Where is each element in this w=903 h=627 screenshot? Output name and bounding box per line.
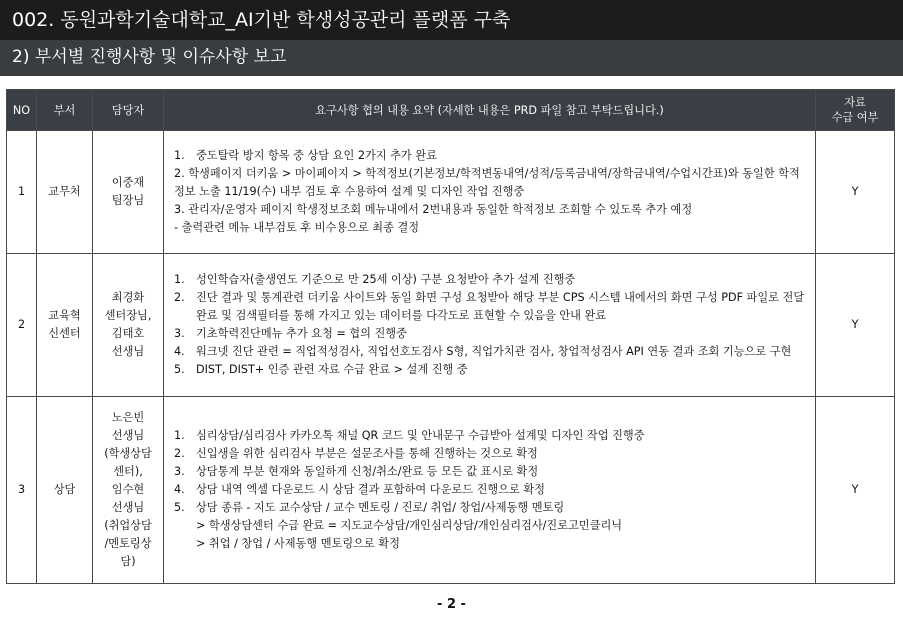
department-cell-line: 교육혁 <box>48 309 81 322</box>
summary-item-text: 3. 관리자/운영자 페이지 학생정보조회 메뉴내에서 2번내용과 동일한 학적정보 조회할 수 있도록 추가 예정 <box>174 203 693 216</box>
department-cell <box>37 131 93 254</box>
department-cell <box>37 254 93 397</box>
summary-item-number: 1. <box>174 149 185 162</box>
summary-item-number: 3. <box>174 327 185 340</box>
manager-cell-line: 센터), <box>113 465 143 478</box>
summary-item-text: 상담 종류 - 지도 교수상담 / 교수 멘토링 / 진로/ 취업/ 창업/사제동행 멘토링 <box>196 501 565 514</box>
column-header-summary: 요구사항 협의 내용 요약 (자세한 내용은 PRD 파일 참고 부탁드립니다.) <box>164 90 816 131</box>
manager-cell-line: 선생님 <box>111 501 145 514</box>
manager-cell-line: 이중재 <box>111 176 145 189</box>
manager-cell-line: 최경화 <box>111 291 145 304</box>
table-row <box>7 397 895 584</box>
department-cell-line: 상담 <box>53 483 76 496</box>
summary-item-text: 워크넷 진단 관련 = 직업적성검사, 직업선호도검사 S형, 직업가치관 검사, 창업적성검사 API 연동 결과 조회 기능으로 구현 <box>196 345 792 358</box>
manager-cell-line: 노은빈 <box>111 411 145 424</box>
summary-item-text: > 학생상담센터 수급 완료 = 지도교수상담/개인심리상담/개인심리검사/진로고민클리닉 <box>196 519 623 532</box>
summary-item <box>174 463 809 481</box>
manager-cell-line: 선생님 <box>111 429 145 442</box>
summary-item <box>174 343 809 361</box>
summary-item-text: 상담 내역 엑셀 다운로드 시 상담 결과 포함하여 다운로드 진행으로 확정 <box>196 483 545 496</box>
summary-item-number: 4. <box>174 345 185 358</box>
document-title: 002. 동원과학기술대학교_AI기반 학생성공관리 플랫폼 구축 <box>12 9 511 31</box>
department-cell-line: 신센터 <box>48 327 81 340</box>
summary-cell <box>164 397 816 584</box>
manager-cell-line: (취업상담 <box>104 519 152 532</box>
column-header-collected-line1: 자료 <box>844 96 866 109</box>
manager-cell-line: /멘토링상 <box>104 537 152 550</box>
column-header-dept: 부서 <box>37 90 93 131</box>
row-number: 3 <box>7 397 37 584</box>
summary-item-text: 상담통계 부분 현재와 동일하게 신청/취소/완료 등 모든 값 표시로 확정 <box>196 465 539 478</box>
summary-item <box>174 289 809 307</box>
row-number: 1 <box>7 131 37 254</box>
table-row <box>7 254 895 397</box>
summary-item <box>174 307 809 325</box>
collected-status: Y <box>816 397 895 584</box>
department-cell-line: 교무처 <box>48 185 81 198</box>
manager-cell <box>93 254 164 397</box>
section-title: 2) 부서별 진행사항 및 이슈사항 보고 <box>12 47 287 67</box>
summary-item <box>174 499 809 517</box>
summary-item-number: 1. <box>174 273 185 286</box>
manager-cell-line: 팀장님 <box>111 194 145 207</box>
summary-item <box>174 445 809 463</box>
summary-item-text: 완료 및 검색필터를 통해 가지고 있는 데이터를 다각도로 표현할 수 있음을 안내 완료 <box>196 309 607 322</box>
collected-status: Y <box>816 131 895 254</box>
summary-item-text: 성인학습자(출생연도 기준으로 만 25세 이상) 구분 요청받아 추가 설계 진행중 <box>196 273 576 286</box>
summary-item <box>174 147 809 165</box>
row-number: 2 <box>7 254 37 397</box>
summary-item <box>174 219 809 237</box>
summary-item <box>174 325 809 343</box>
summary-item-text: 중도탈락 방지 항목 중 상담 요인 2가지 추가 완료 <box>196 149 437 162</box>
summary-item <box>174 481 809 499</box>
summary-item-number: 5. <box>174 363 185 376</box>
summary-item-text: 심리상담/심리검사 카카오톡 채널 QR 코드 및 안내문구 수급받아 설계및 디자인 작업 진행중 <box>196 429 645 442</box>
department-cell <box>37 397 93 584</box>
manager-cell <box>93 131 164 254</box>
column-header-collected-line2: 수급 여부 <box>831 111 879 124</box>
summary-item-text: 기초학력진단메뉴 추가 요청 = 협의 진행중 <box>196 327 407 340</box>
summary-item-number: 4. <box>174 483 185 496</box>
column-header-manager: 담당자 <box>93 90 164 131</box>
manager-cell-line: 센터장님, <box>104 309 152 322</box>
manager-cell-line: 임수현 <box>111 483 145 496</box>
summary-item-text: - 출력관련 메뉴 내부검토 후 비수용으로 최종 결정 <box>174 221 420 234</box>
summary-item-text: 정보 노출 11/19(수) 내부 검토 후 수용하여 설계 및 디자인 작업 진행중 <box>174 185 525 198</box>
summary-item-number: 2. <box>174 447 185 460</box>
collected-status: Y <box>816 254 895 397</box>
table-row <box>7 131 895 254</box>
section-title-bar <box>0 40 903 76</box>
summary-item-number: 5. <box>174 501 185 514</box>
column-header-collected <box>816 90 895 131</box>
summary-item <box>174 361 809 379</box>
summary-cell <box>164 131 816 254</box>
summary-item <box>174 517 809 535</box>
summary-item-number: 2. <box>174 291 185 304</box>
column-header-no: NO <box>7 90 37 131</box>
manager-cell-line: 선생님 <box>111 345 145 358</box>
manager-cell-line: 담) <box>120 555 136 568</box>
summary-item-text: DIST, DIST+ 인증 관련 자료 수급 완료 > 설계 진행 중 <box>196 363 468 376</box>
summary-item <box>174 535 809 553</box>
summary-item-number: 1. <box>174 429 185 442</box>
summary-item-text: 진단 결과 및 통계관련 더키움 사이트와 동일 화면 구성 요청받아 해당 부분 CPS 시스템 내에서의 화면 구성 PDF 파일로 전달 <box>196 291 805 304</box>
summary-item <box>174 165 809 183</box>
summary-item-number: 3. <box>174 465 185 478</box>
manager-cell <box>93 397 164 584</box>
summary-item-text: 신입생을 위한 심리검사 부분은 설문조사를 통해 진행하는 것으로 확정 <box>196 447 538 460</box>
page-number: - 2 - <box>437 597 466 612</box>
summary-item <box>174 201 809 219</box>
document-title-bar <box>0 0 903 40</box>
summary-cell <box>164 254 816 397</box>
manager-cell-line: (학생상담 <box>104 447 152 460</box>
progress-report-table <box>6 89 895 584</box>
summary-item-text: 2. 학생페이지 더키움 > 마이페이지 > 학적정보(기본정보/학적변동내역/성적/등록금내역/장학금내역/수업시간표)와 동일한 학적 <box>174 167 800 180</box>
summary-item-text: > 취업 / 창업 / 사제동행 멘토링으로 확정 <box>196 537 400 550</box>
manager-cell-line: 김태호 <box>111 327 145 340</box>
summary-item <box>174 271 809 289</box>
summary-item <box>174 183 809 201</box>
table-header-row <box>7 90 895 131</box>
summary-item <box>174 427 809 445</box>
